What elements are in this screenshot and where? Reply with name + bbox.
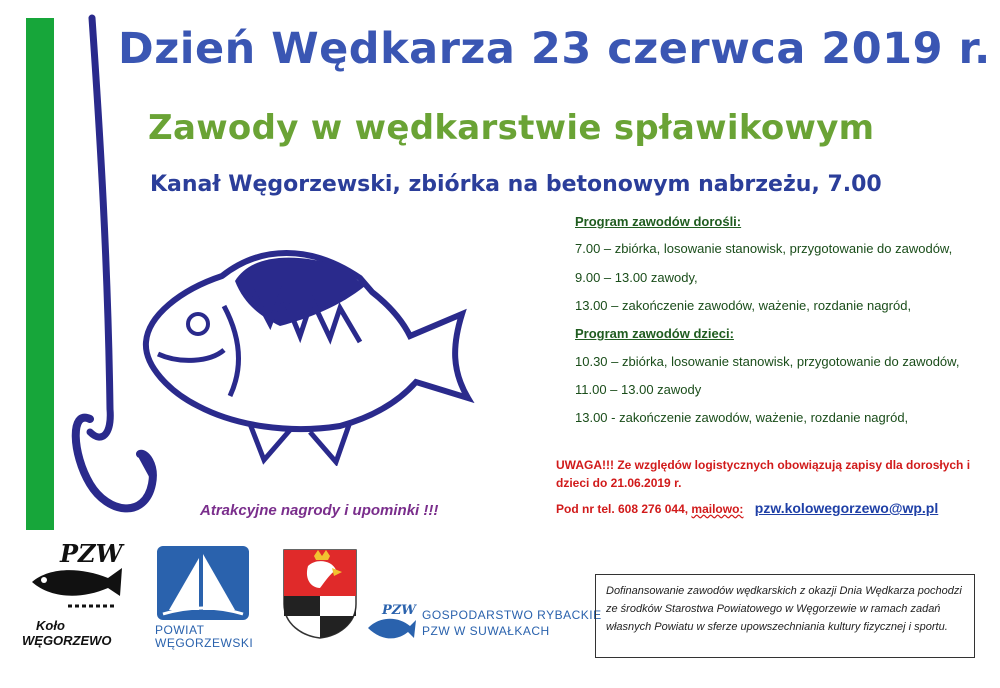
program-adults-heading: Program zawodów dorośli: (575, 214, 742, 229)
gosp-logo-letters: PZW (382, 603, 416, 618)
contact-mail-label: mailowo: (691, 502, 744, 516)
prizes-note: Atrakcyjne nagrody i upominki !!! (200, 502, 439, 519)
program-kids-heading: Program zawodów dzieci: (575, 326, 734, 341)
gospodarstwo-caption (422, 607, 602, 639)
page-title: Dzień Wędkarza 23 czerwca 2019 r. (118, 24, 991, 74)
pzw-kolo-logo (28, 538, 128, 620)
program-adults-item: 7.00 – zbiórka, losowanie stanowisk, przygotowanie do zawodów, (575, 241, 953, 256)
powiat-caption-line2: WĘGORZEWSKI (155, 636, 254, 650)
event-location: Kanał Węgorzewski, zbiórka na betonowym nabrzeżu, 7.00 (150, 172, 882, 197)
perch-fish-icon (140, 246, 480, 466)
gosp-caption-line2: PZW W SUWAŁKACH (422, 624, 550, 638)
program-kids-item: 11.00 – 13.00 zawody (575, 382, 702, 397)
funding-note: Dofinansowanie zawodów wędkarskich z okazji Dnia Wędkarza pochodzi ze środków Starostwa Powiatowego w Węgorzewie w ramach zadań własnych Powiatu w sferze upowszechniania kultury fizycznej i sportu. (595, 574, 975, 658)
powiat-caption-line1: POWIAT (155, 623, 205, 637)
kolo-caption (22, 618, 112, 648)
kolo-caption-line1: Koło (36, 618, 65, 633)
program-adults-item: 13.00 – zakończenie zawodów, ważenie, rozdanie nagród, (575, 298, 912, 313)
contact-email-link[interactable]: pzw.kolowegorzewo@wp.pl (754, 500, 939, 516)
coat-of-arms-icon (282, 548, 358, 640)
registration-notice: UWAGA!!! Ze względów logistycznych obowiązują zapisy dla dorosłych i dzieci do 21.06.2019 r. (556, 458, 971, 490)
contact-phone: Pod nr tel. 608 276 044, (556, 502, 689, 516)
powiat-caption (155, 624, 253, 650)
program-kids-item: 13.00 - zakończenie zawodów, ważenie, rozdanie nagród, (575, 410, 909, 425)
program-adults-item: 9.00 – 13.00 zawody, (575, 270, 698, 285)
program-kids-item: 10.30 – zbiórka, losowanie stanowisk, przygotowanie do zawodów, (575, 354, 960, 369)
gosp-caption-line1: GOSPODARSTWO RYBACKIE (422, 608, 602, 622)
powiat-logo (155, 544, 251, 622)
event-subtitle: Zawody w wędkarstwie spławikowym (148, 108, 875, 148)
pzw-logo-letters: PZW (60, 539, 123, 568)
kolo-caption-line2: WĘGORZEWO (22, 633, 112, 648)
contact-info (556, 500, 938, 516)
green-side-bar (26, 18, 54, 530)
gospodarstwo-logo (366, 598, 418, 646)
